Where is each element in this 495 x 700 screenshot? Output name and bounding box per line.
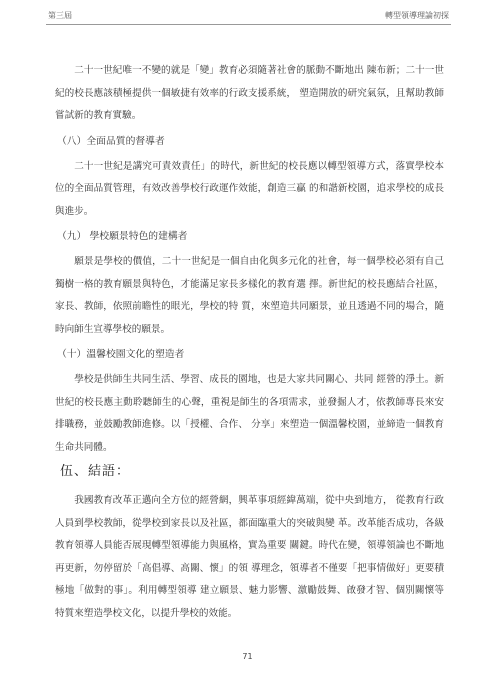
conclusion-block [55,490,444,625]
body-text [55,60,444,459]
paragraph-10: 學校是供師生共同生活、學習、成長的園地，也是大家共同關心、共同 經營的淨土。新世紀的校長應主動聆聽師生的心聲，重視是師生的各項需求，並發掘人才，依教師專長來安排職務，並鼓勵教師進修。以「授權、合作、 分享」來塑造一個溫馨校園，並締造一個教育生命共同體。 [55,374,444,453]
paragraph-9: 願景是學校的價值，二十一世紀是一個自由化與多元化的社會，每一個學校必須有自己獨樹一格的教育願景與特色，才能滿足家長多樣化的教育選 擇。新世紀的校長應結合社區，家長、教師，依照前瞻性的眼光，學校的特 質，來塑造共同願景，並且透過不同的場合，隨時向師生宣導學校的願景。 [55,256,444,335]
section-title: 伍、結語： [60,464,131,479]
paragraph-8: 二十一世紀是講究可責效責任」的時代，新世紀的校長應以轉型領導方式，落實學校本位的全面品質管理，有效改善學校行政運作效能，創造三贏 的和諧新校園，追求學校的成長與進步。 [55,160,444,217]
subheading-9: （九） 學校願景特色的建構者 [57,231,188,242]
subheading-8: （八）全面品質的督導者 [57,135,165,147]
header-rule [46,24,451,25]
subheading-10: （十）溫馨校園文化的塑造者 [57,349,185,360]
header-right: 轉型領導理論初探 [385,11,449,20]
page-number: 71 [242,652,253,661]
header-left: 第三屆 [48,11,72,20]
paragraph-intro: 二十一世紀唯一不變的就是「變」教育必須隨著社會的脈動不斷地出 陳布新；二十一世紀的校長應該積極提供一個敏捷有效率的行政支援系統， 塑造開放的研究氣氛，且幫助教師嘗試新的教育實驗。 [55,65,444,121]
paragraph-conclusion: 我國教育改革正邁向全方位的經營網，興革事項經緯萬端，從中央到地方， 從教育行政人員到學校教師，從學校到家長以及社區，都面臨重大的突破與變 革。改革能否成功，各級教育領導人員能否展現轉型領導能力與風格，實為重要 關鍵。時代在變，領導領論也不斷地再更新，勿停留於「高倡導、高關、懷」的領 導理念，領導者不僅要「把事情做好」更要積極地「做對的事」。利用轉型領導 建立願景、魅力影響、激勵鼓舞、啟發才智、個別關懷等特質來塑造學校文化，以提升學校的效能。 [55,495,444,619]
